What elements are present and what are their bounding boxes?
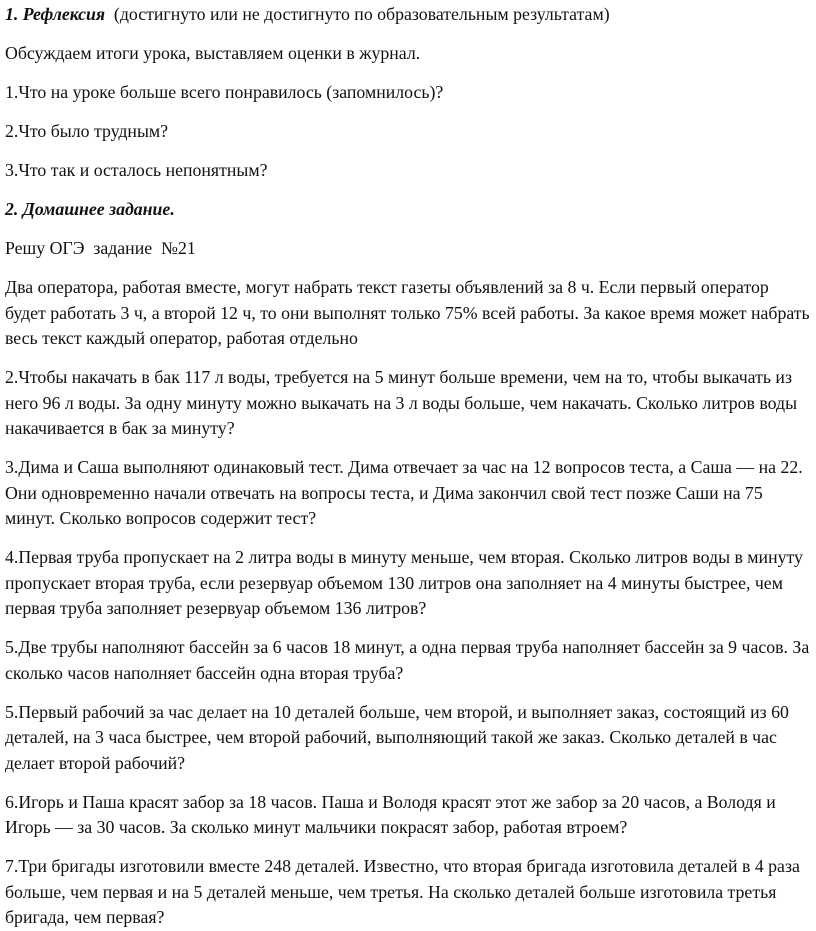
task-item: 7.Три бригады изготовили вместе 248 деталей. Известно, что вторая бригада изготовила деталей в 4 раза больше, чем первая и на 5 деталей меньше, чем третья. На сколько деталей больше изготовила третья бригада, чем первая? <box>5 856 800 927</box>
homework-heading: 2. Домашнее задание. <box>5 199 175 219</box>
reflection-note: (достигнуто или не достигнуто по образовательным результатам) <box>113 4 610 24</box>
task-item: 3.Дима и Саша выполняют одинаковый тест. Дима отвечает за час на 12 вопросов теста, а Саша — на 22. Они одновременно начали отвечать на вопросы теста, и Дима закончил свой тест позже Саши на 75 минут. Сколько вопросов содержит тест? <box>5 457 803 528</box>
task-item: 2.Чтобы накачать в бак 117 л воды, требуется на 5 минут больше времени, чем на то, чтобы выкачать из него 96 л воды. За одну минуту можно выкачать на 3 л воды больше, чем накачать. Сколько литров воды накачивается в бак за минуту? <box>5 367 798 438</box>
reflection-heading: 1. Рефлексия <box>5 4 106 24</box>
question-1: 1.Что на уроке больше всего понравилось (запомнилось)? <box>5 82 444 102</box>
question-3: 3.Что так и осталось непонятным? <box>5 160 268 180</box>
task-item: 5.Первый рабочий за час делает на 10 деталей больше, чем второй, и выполняет заказ, состоящий из 60 деталей, на 3 часа быстрее, чем второй рабочий, выполняющий такой же заказ. Сколько деталей в час делает второй рабочий? <box>5 701 789 773</box>
task-item: Два оператора, работая вместе, могут набрать текст газеты объявлений за 8 ч. Если первый оператор будет работать 3 ч, а второй 12 ч, то они выполнят только 75% всей работы. За какое время может набрать весь текст каждый оператор, работая отдельно <box>5 277 810 348</box>
task-item: 4.Первая труба пропускает на 2 литра воды в минуту меньше, чем вторая. Сколько литров воды в минуту пропускает вторая труба, если резервуар объемом 130 литров она заполняет на 4 минуты быстрее, чем первая труба заполняет резервуар объемом 136 литров? <box>5 547 803 618</box>
intro-text: Обсуждаем итоги урока, выставляем оценки в журнал. <box>5 43 421 63</box>
reflection-line <box>5 2 810 28</box>
task-item: 6.Игорь и Паша красят забор за 18 часов. Паша и Володя красят этот же забор за 20 часов, а Володя и Игорь — за 30 часов. За сколько минут мальчики покрасят забор, работая втроем? <box>5 791 776 837</box>
homework-assignment: Решу ОГЭ задание №21 <box>5 238 196 258</box>
question-2: 2.Что было трудным? <box>5 121 169 141</box>
task-item: 5.Две трубы наполняют бассейн за 6 часов 18 минут, а одна первая труба наполняет бассейн за 9 часов. За сколько часов наполняет бассейн одна вторая труба? <box>5 637 810 683</box>
